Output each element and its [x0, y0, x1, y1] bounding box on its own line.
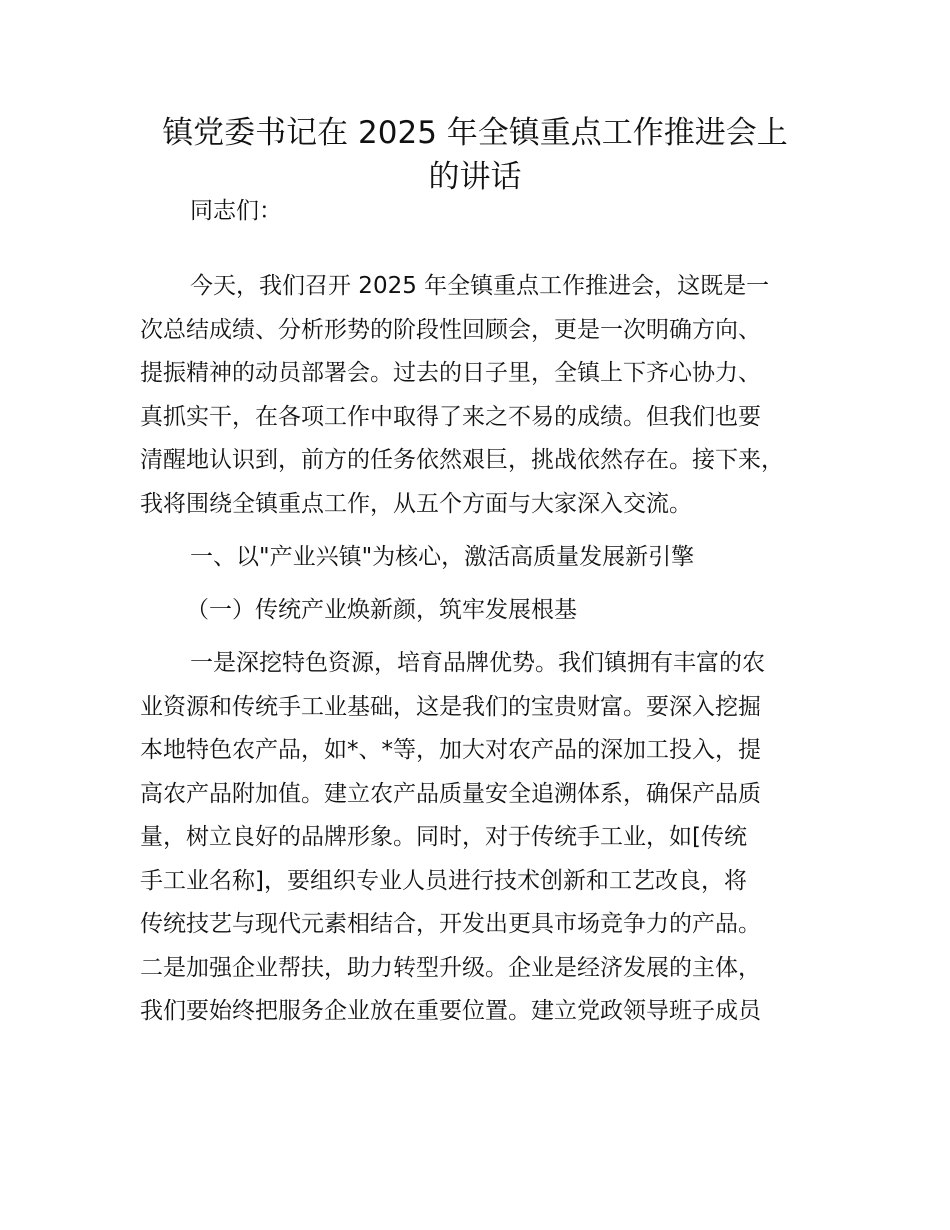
paragraph-line: 业资源和传统手工业基础，这是我们的宝贵财富。要深入挖掘 — [140, 693, 761, 720]
salutation — [140, 190, 840, 234]
section-heading-text: 一、以"产业兴镇"为核心，激活高质量发展新引擎 — [190, 544, 695, 570]
subsection-heading — [140, 589, 840, 633]
paragraph-line: 二是加强企业帮扶，助力转型升级。企业是经济发展的主体， — [140, 954, 761, 981]
paragraph-body — [140, 642, 840, 1034]
title-line-1: 镇党委书记在 2025 年全镇重点工作推进会上 — [162, 115, 788, 151]
paragraph-line: 我们要始终把服务企业放在重要位置。建立党政领导班子成员 — [140, 998, 761, 1024]
title-line-2: 的讲话 — [428, 158, 522, 195]
salutation-text: 同志们： — [190, 198, 282, 224]
paragraph-line: 传统技艺与现代元素相结合，开发出更具市场竞争力的产品。 — [140, 911, 761, 937]
paragraph-line: 今天，我们召开 2025 年全镇重点工作推进会，这既是一 — [190, 273, 770, 299]
paragraph-intro — [140, 265, 840, 526]
paragraph-line: 清醒地认识到，前方的任务依然艰巨，挑战依然存在。接下来， — [140, 447, 784, 473]
paragraph-line: 真抓实干，在各项工作中取得了来之不易的成绩。但我们也要 — [140, 403, 761, 430]
paragraph-line: 次总结成绩、分析形势的阶段性回顾会，更是一次明确方向、 — [140, 316, 761, 343]
paragraph-line: 量，树立良好的品牌形象。同时，对于传统手工业，如[传统 — [140, 824, 747, 850]
paragraph-line: 手工业名称]，要组织专业人员进行技术创新和工艺改良，将 — [140, 867, 747, 894]
paragraph-line: 我将围绕全镇重点工作，从五个方面与大家深入交流。 — [140, 490, 692, 517]
section-heading — [140, 536, 840, 580]
document-title — [130, 110, 820, 197]
paragraph-line: 本地特色农产品，如*、*等，加大对农产品的深加工投入，提 — [140, 737, 761, 763]
subsection-heading-text: （一）传统产业焕新颜，筑牢发展根基 — [186, 597, 577, 623]
paragraph-line: 提振精神的动员部署会。过去的日子里，全镇上下齐心协力、 — [140, 360, 761, 386]
paragraph-line: 一是深挖特色资源，培育品牌优势。我们镇拥有丰富的农 — [190, 650, 765, 676]
paragraph-line: 高农产品附加值。建立农产品质量安全追溯体系，确保产品质 — [140, 780, 761, 807]
